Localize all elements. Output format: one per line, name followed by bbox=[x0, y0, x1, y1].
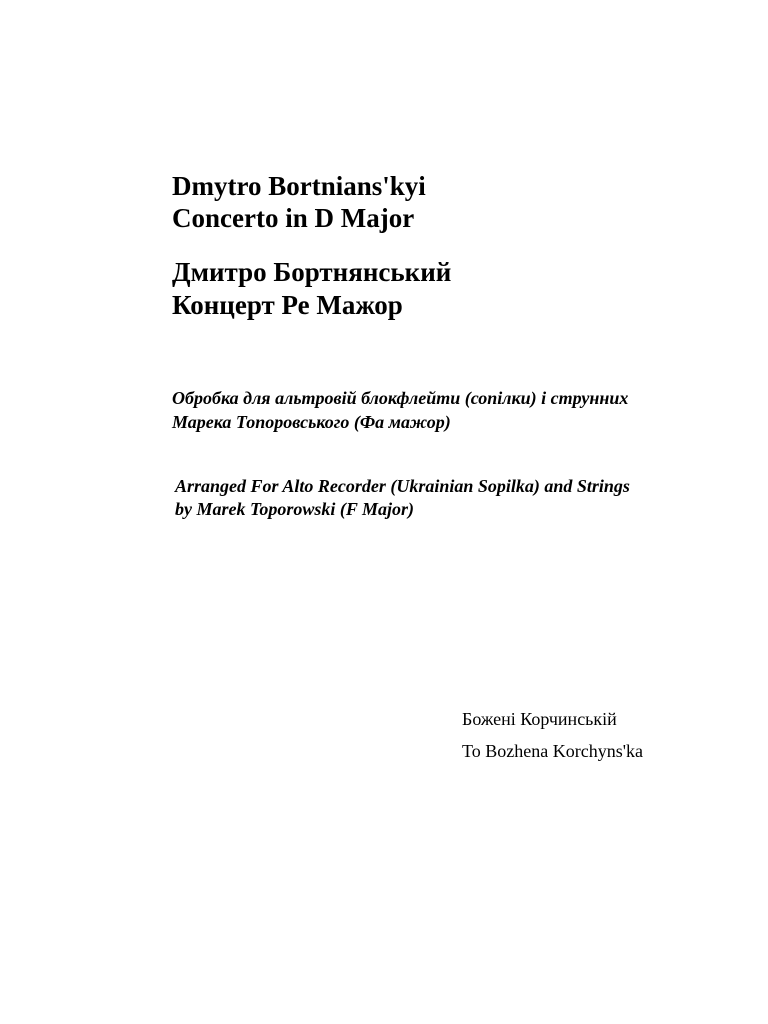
work-title-english: Concerto in D Major bbox=[172, 203, 415, 233]
arrangement-english-line-1: Arranged For Alto Recorder (Ukrainian Sopilka) and Strings bbox=[175, 476, 630, 496]
arrangement-ukrainian-line-1: Обробка для альтровій блокфлейти (сопілки) і струнних bbox=[172, 388, 629, 408]
dedication-english: To Bozhena Korchyns'ka bbox=[462, 741, 643, 761]
arrangement-english-line-2: by Marek Toporowski (F Major) bbox=[175, 499, 415, 519]
composer-name-ukrainian: Дмитро Бортнянський bbox=[172, 257, 452, 287]
dedication-ukrainian: Божені Корчинській bbox=[462, 709, 617, 729]
work-title-ukrainian: Концерт Ре Мажор bbox=[172, 290, 403, 320]
arrangement-ukrainian-line-2: Марека Топоровського (Фа мажор) bbox=[172, 412, 451, 432]
composer-name-english: Dmytro Bortnians'kyi bbox=[172, 171, 426, 201]
